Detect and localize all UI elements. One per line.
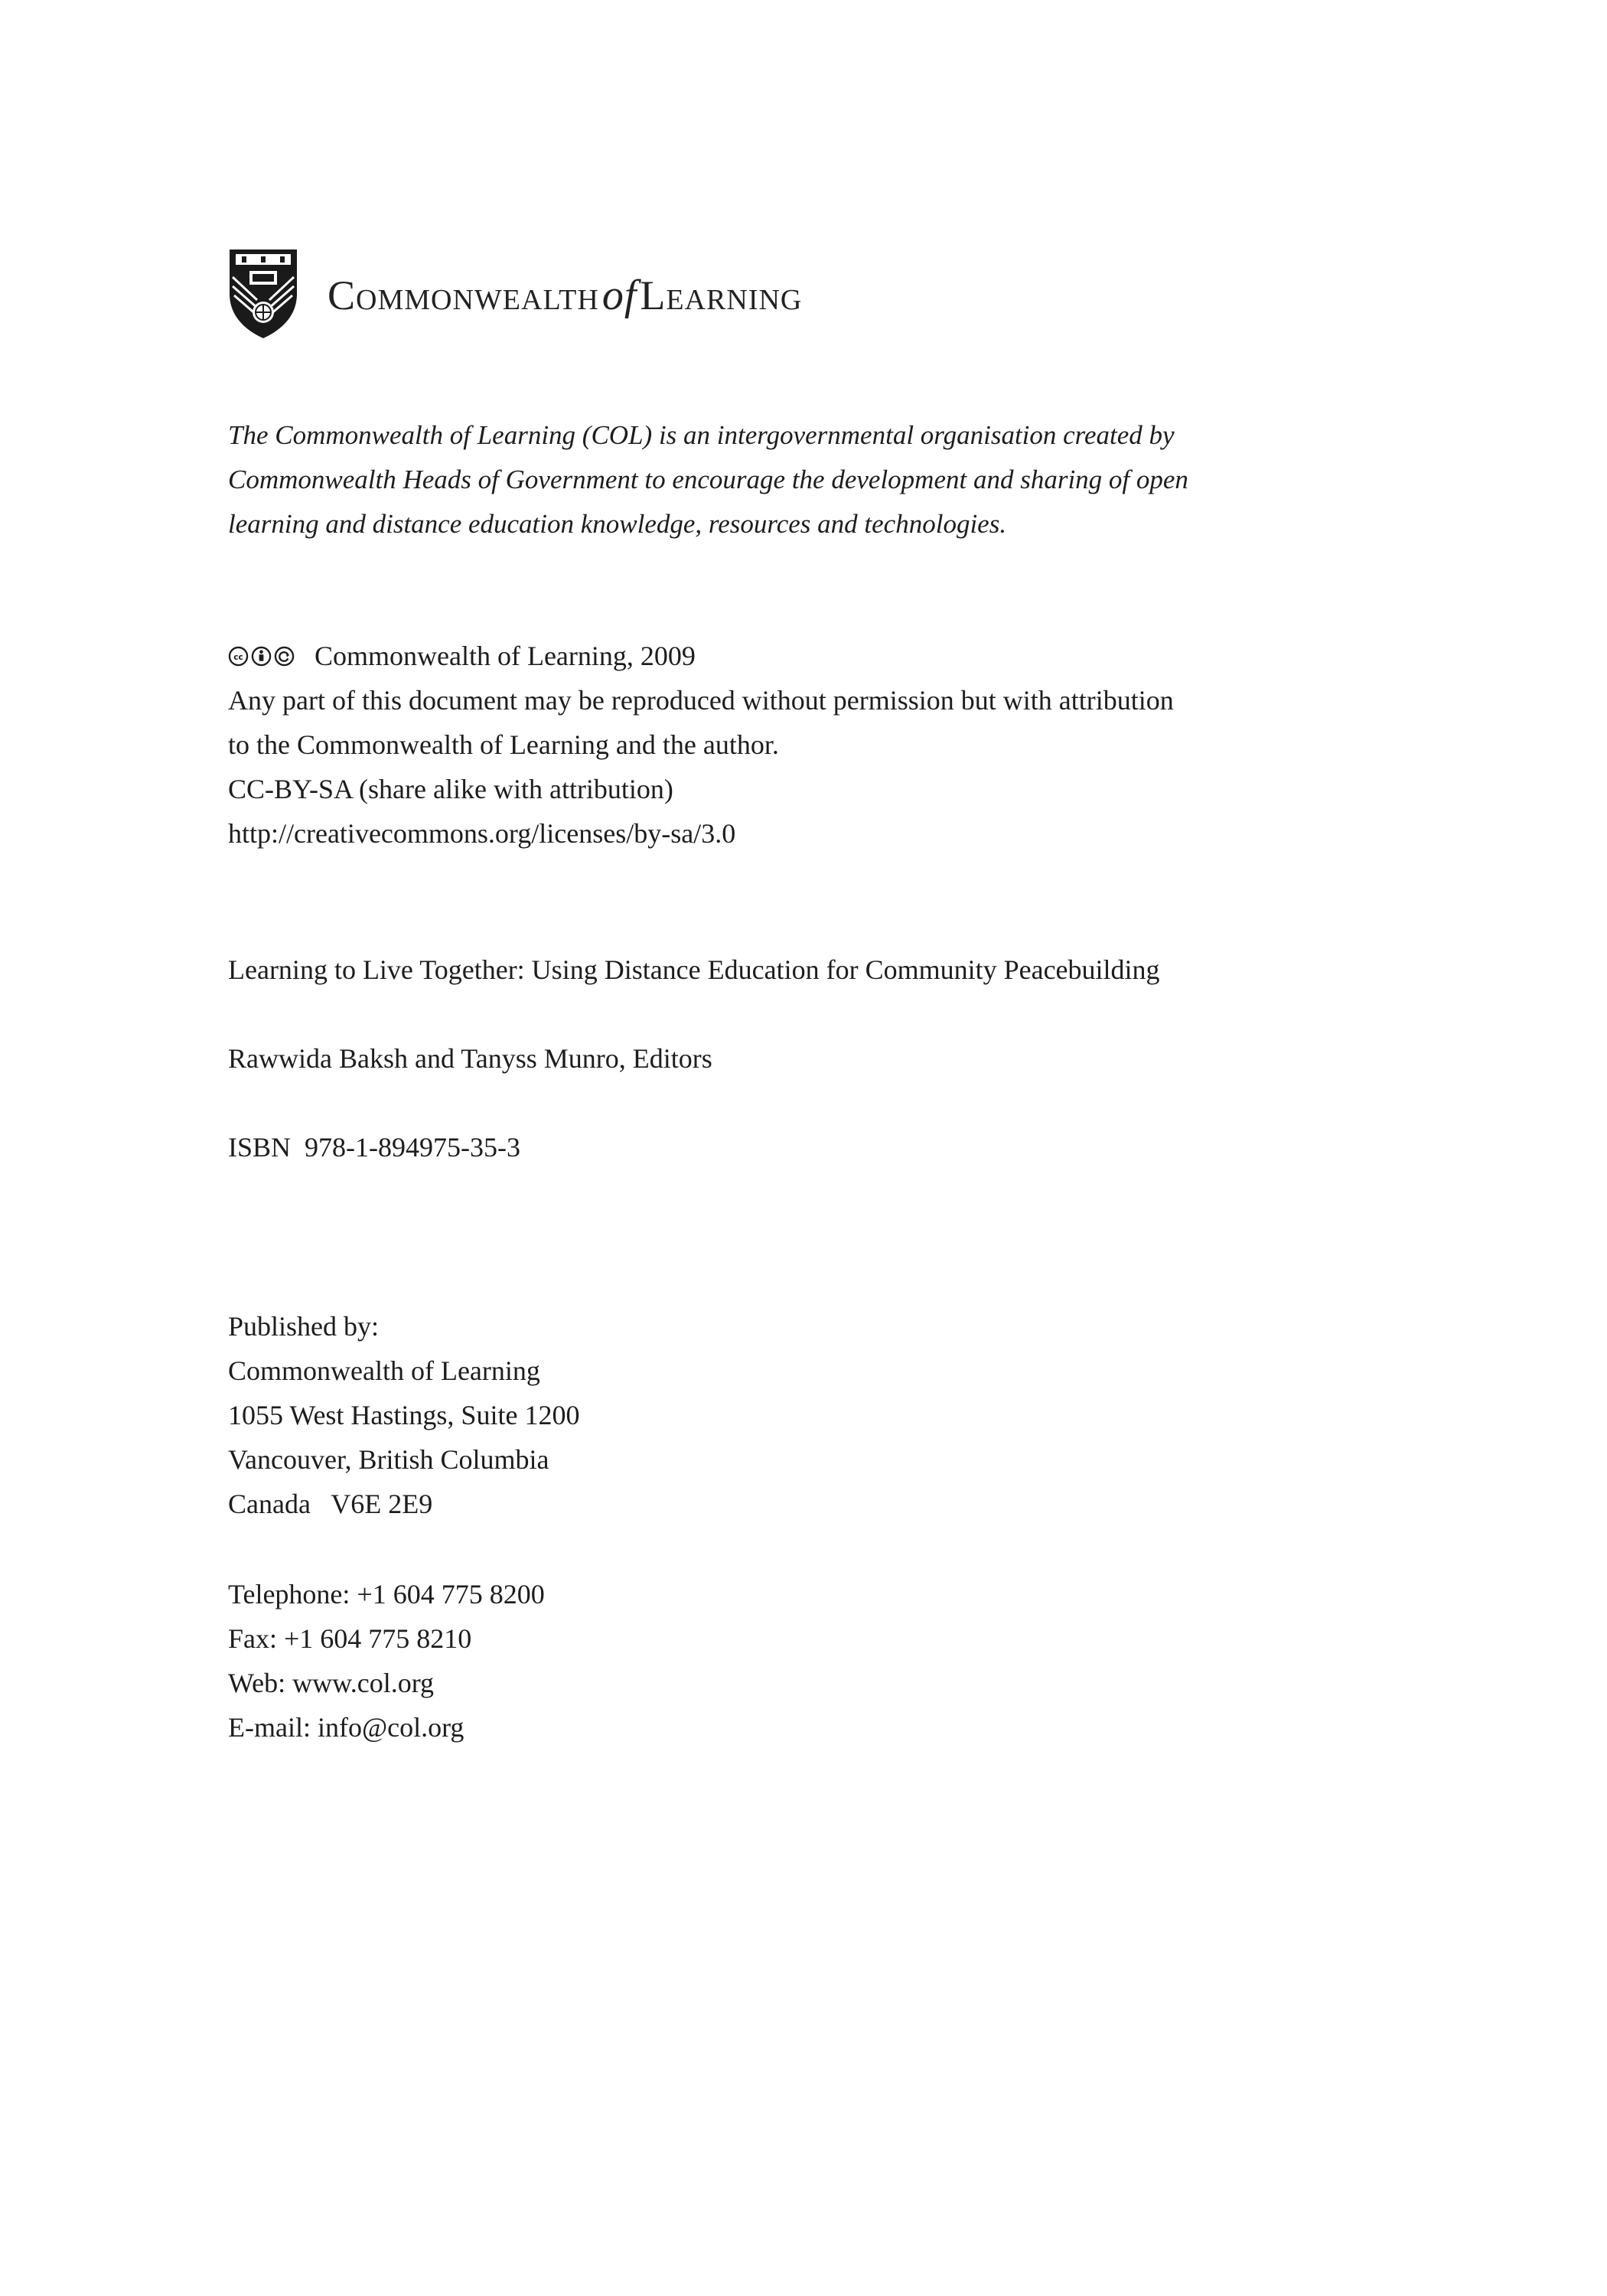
isbn-number: ISBN 978-1-894975-35-3 [228,1132,520,1163]
contact-email: E-mail: info@col.org [228,1712,464,1743]
publisher-block [228,1304,1376,1526]
shield-crest-icon [227,246,300,340]
cc-icon [228,646,249,667]
book-title: Learning to Live Together: Using Distance Education for Community Peacebuilding [228,954,1160,985]
col-logo [227,246,802,340]
cc-license-icons [228,646,295,667]
license-block [228,634,1376,856]
license-url: http://creativecommons.org/licenses/by-sa/3.0 [228,818,736,849]
intro-line: learning and distance education knowledge, resources and technologies. [228,509,1007,539]
license-line: to the Commonwealth of Learning and the author. [228,729,779,760]
book-title-block [228,947,1376,992]
wordmark-part1: Commonwealth [328,272,599,318]
contact-web: Web: www.col.org [228,1668,435,1698]
svg-text:cc: cc [233,652,243,662]
license-line: Any part of this document may be reproduced without permission but with attribution [228,685,1174,716]
by-icon [251,646,272,667]
book-editors: Rawwida Baksh and Tanyss Munro, Editors [228,1043,712,1074]
contact-block [228,1572,1376,1750]
org-wordmark [328,271,802,320]
publisher-name: Commonwealth of Learning [228,1355,540,1386]
wordmark-of: of [601,272,637,319]
copyright-row [228,634,1376,678]
intro-paragraph [228,413,1376,546]
contact-fax: Fax: +1 604 775 8210 [228,1623,472,1654]
contact-telephone: Telephone: +1 604 775 8200 [228,1579,545,1609]
publisher-address-line: Canada V6E 2E9 [228,1489,433,1519]
isbn-block [228,1125,1376,1169]
publisher-address-line: 1055 West Hastings, Suite 1200 [228,1400,580,1430]
sa-icon [274,646,295,667]
wordmark-part2: Learning [640,272,803,318]
copyright-text: Commonwealth of Learning, 2009 [315,641,696,671]
editors-block [228,1036,1376,1081]
license-line: CC-BY-SA (share alike with attribution) [228,774,673,804]
intro-line: Commonwealth Heads of Government to encourage the development and sharing of open [228,465,1188,494]
intro-line: The Commonwealth of Learning (COL) is an intergovernmental organisation created by [228,420,1175,450]
publisher-label: Published by: [228,1311,380,1342]
publisher-address-line: Vancouver, British Columbia [228,1444,549,1475]
